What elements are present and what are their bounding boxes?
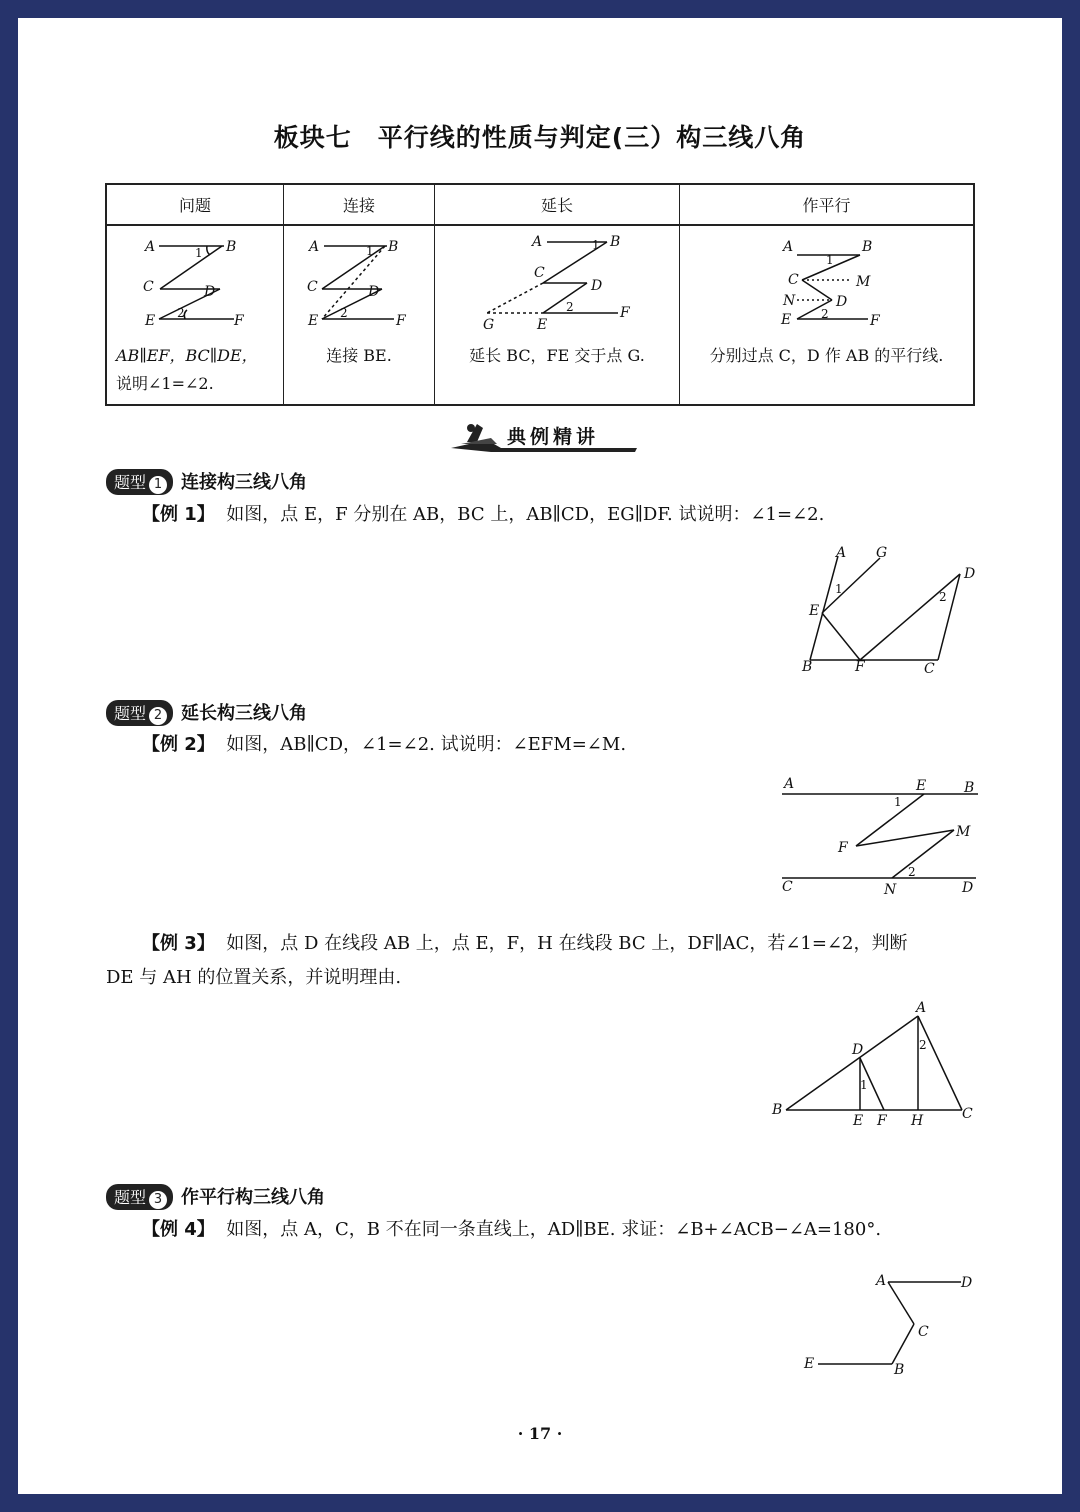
example-text: 如图，AB∥CD，∠1=∠2. 试说明：∠EFM=∠M. [226,734,627,755]
svg-text:B: B [894,1362,905,1378]
note-parallel: 分别过点 C，D 作 AB 的平行线. [709,346,944,365]
svg-text:F: F [838,840,848,856]
svg-text:E: E [853,1113,864,1129]
example-label: 【例 3】 [142,933,215,954]
table-header-connect: 连接 [284,184,435,225]
example-text: 如图，点 D 在线段 AB 上，点 E，F，H 在线段 BC 上，DF∥AC，若∠1=∠2，判断 [226,933,908,954]
svg-text:2: 2 [177,306,185,320]
svg-text:B: B [802,659,813,675]
svg-text:C: C [534,265,545,281]
type-title: 连接构三线八角 [181,472,308,493]
page-title: 板块七 平行线的性质与判定(三）构三线八角 [273,123,807,152]
svg-text:D: D [204,284,216,300]
svg-text:A: A [784,776,795,792]
figure-example-3 [766,996,986,1136]
figure-example-2 [776,770,986,900]
svg-text:B: B [226,239,237,255]
svg-text:C: C [918,1324,929,1340]
svg-text:C: C [307,279,318,295]
svg-text:E: E [781,312,792,328]
svg-text:1: 1 [894,795,902,809]
type-badge: 题型 1 [106,469,173,495]
svg-text:2: 2 [821,307,829,321]
svg-text:B: B [610,234,621,250]
note-problem-line2: 说明∠1=∠2. [116,374,214,393]
svg-text:2: 2 [340,306,348,320]
svg-text:2: 2 [919,1038,927,1052]
svg-text:F: F [620,305,630,321]
figure-problem [107,226,281,336]
type-badge: 题型 2 [106,700,173,726]
example-1 [142,498,824,532]
type-badge: 题型 3 [106,1184,173,1210]
svg-text:C: C [924,661,935,677]
svg-text:G: G [876,545,888,561]
svg-text:D: D [961,1275,973,1291]
svg-text:D: D [852,1042,864,1058]
svg-text:N: N [783,293,796,309]
svg-text:E: E [809,603,820,619]
svg-text:2: 2 [908,865,916,879]
example-4 [142,1213,881,1247]
note-extend: 延长 BC，FE 交于点 G. [469,346,645,365]
svg-text:F: F [877,1113,887,1129]
figure-example-4 [796,1266,986,1382]
example-text: 如图，点 E，F 分别在 AB，BC 上，AB∥CD，EG∥DF. 试说明：∠1=∠2. [226,504,825,525]
svg-text:2: 2 [939,590,947,604]
svg-text:E: E [308,313,319,329]
summary-table [105,183,975,406]
svg-text:B: B [772,1102,783,1118]
table-cell-parallel [680,225,975,405]
svg-text:B: B [388,239,399,255]
svg-text:F: F [870,313,880,329]
example-3 [142,927,982,961]
note-connect: 连接 BE. [326,346,392,365]
figure-parallel [680,226,984,336]
table-header-extend: 延长 [435,184,680,225]
svg-text:A: A [532,234,543,250]
svg-text:A: A [309,239,320,255]
example-text: 如图，点 A，C，B 不在同一条直线上，AD∥BE. 求证：∠B+∠ACB−∠A=180°. [226,1219,882,1240]
section-heading: 典例精讲 [507,426,600,448]
svg-text:M: M [856,274,871,290]
table-cell-extend [435,225,680,405]
svg-text:1: 1 [592,238,600,252]
svg-text:A: A [783,239,794,255]
svg-text:D: D [836,294,848,310]
svg-text:C: C [788,272,799,288]
example-2 [142,728,626,762]
svg-text:D: D [964,566,976,582]
svg-text:E: E [804,1356,815,1372]
type-2-heading [106,699,307,726]
figure-connect [284,226,432,336]
svg-text:D: D [591,278,603,294]
svg-text:1: 1 [835,582,843,596]
type-1-heading [106,468,307,495]
svg-text:D: D [368,284,380,300]
svg-text:B: B [964,780,975,796]
svg-text:A: A [916,1000,927,1016]
svg-text:F: F [855,659,865,675]
svg-text:G: G [483,317,495,333]
svg-text:C: C [782,879,793,895]
svg-text:1: 1 [860,1078,868,1092]
type-title: 作平行构三线八角 [181,1187,326,1208]
type-title: 延长构三线八角 [181,703,308,724]
svg-text:N: N [884,882,897,898]
svg-text:2: 2 [566,300,574,314]
svg-text:F: F [234,313,244,329]
svg-text:A: A [145,239,156,255]
page-number: · 17 · [517,1424,563,1443]
svg-text:1: 1 [195,246,203,260]
svg-text:H: H [911,1113,924,1129]
svg-text:1: 1 [366,244,374,258]
table-cell-connect [284,225,435,405]
section-heading-block [447,418,637,458]
figure-extend [435,226,677,336]
table-header-parallel: 作平行 [680,184,975,225]
svg-text:B: B [862,239,873,255]
svg-text:E: E [537,317,548,333]
example-label: 【例 1】 [142,504,215,525]
table-header-problem: 问题 [106,184,284,225]
svg-text:E: E [145,313,156,329]
type-3-heading [106,1183,325,1210]
svg-text:C: C [962,1106,973,1122]
svg-text:M: M [956,824,971,840]
svg-text:1: 1 [826,253,834,267]
svg-text:C: C [143,279,154,295]
note-problem-line1: AB∥EF，BC∥DE， [116,346,258,365]
figure-example-1 [790,540,990,680]
example-3-line2: DE 与 AH 的位置关系，并说明理由. [106,967,402,988]
svg-text:A: A [836,545,847,561]
svg-text:A: A [876,1273,887,1289]
table-cell-problem [106,225,284,405]
svg-text:D: D [962,880,974,896]
svg-text:E: E [916,778,927,794]
example-label: 【例 2】 [142,734,215,755]
example-label: 【例 4】 [142,1219,215,1240]
svg-text:F: F [396,313,406,329]
